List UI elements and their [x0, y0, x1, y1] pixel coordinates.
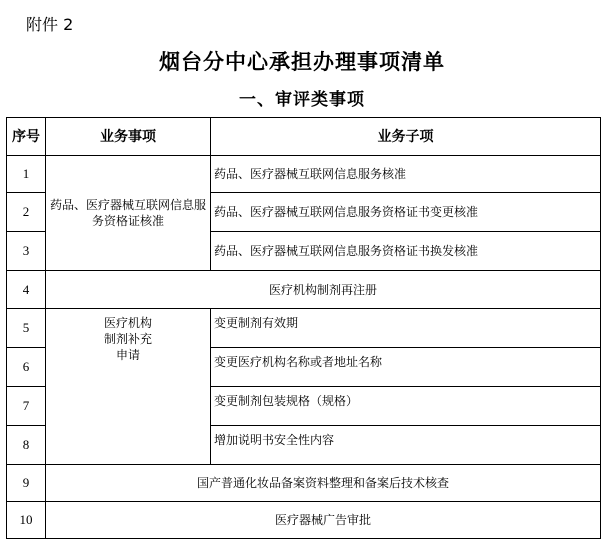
row-number: 2: [7, 193, 46, 232]
sub-item-cell: 变更制剂包装规格（规格）: [211, 387, 601, 426]
table-row: [7, 309, 601, 348]
row-number: 8: [7, 426, 46, 465]
row-number: 6: [7, 348, 46, 387]
table-row: [7, 156, 601, 193]
merged-item-cell: 医疗机构制剂再注册: [46, 271, 601, 309]
column-header-number: 序号: [7, 118, 46, 156]
sub-item-cell: 变更医疗机构名称或者地址名称: [211, 348, 601, 387]
row-number: 3: [7, 232, 46, 271]
task-list-table: [6, 117, 601, 539]
sub-item-cell: 药品、医疗器械互联网信息服务资格证书变更核准: [211, 193, 601, 232]
business-item-line: 医疗机构: [103, 316, 152, 330]
row-number: 9: [7, 465, 46, 502]
sub-item-cell: 变更制剂有效期: [211, 309, 601, 348]
sub-item-cell: 药品、医疗器械互联网信息服务资格证书换发核准: [211, 232, 601, 271]
table-row: [7, 502, 601, 539]
business-item-line: 申请: [115, 348, 140, 362]
sub-item-cell: 增加说明书安全性内容: [211, 426, 601, 465]
merged-item-cell: 国产普通化妆品备案资料整理和备案后技术核查: [46, 465, 601, 502]
row-number: 10: [7, 502, 46, 539]
attachment-label: 附件 2: [26, 15, 74, 34]
row-number: 5: [7, 309, 46, 348]
business-item-text: 药品、医疗器械互联网信息服务资格证核准: [49, 198, 206, 228]
sub-item-cell: 药品、医疗器械互联网信息服务核准: [211, 156, 601, 193]
section-heading: 一、审评类事项: [239, 90, 365, 110]
business-item-cell: [46, 309, 211, 465]
table-row: [7, 465, 601, 502]
row-number: 1: [7, 156, 46, 193]
row-number: 7: [7, 387, 46, 426]
row-number: 4: [7, 271, 46, 309]
table-row: [7, 271, 601, 309]
business-item-line: 制剂补充: [103, 332, 152, 346]
business-item-cell: [46, 156, 211, 271]
column-header-item: 业务事项: [46, 118, 211, 156]
column-header-subitem: 业务子项: [211, 118, 601, 156]
document-title: 烟台分中心承担办理事项清单: [159, 50, 445, 74]
merged-item-cell: 医疗器械广告审批: [46, 502, 601, 539]
table-header-row: [7, 118, 601, 156]
